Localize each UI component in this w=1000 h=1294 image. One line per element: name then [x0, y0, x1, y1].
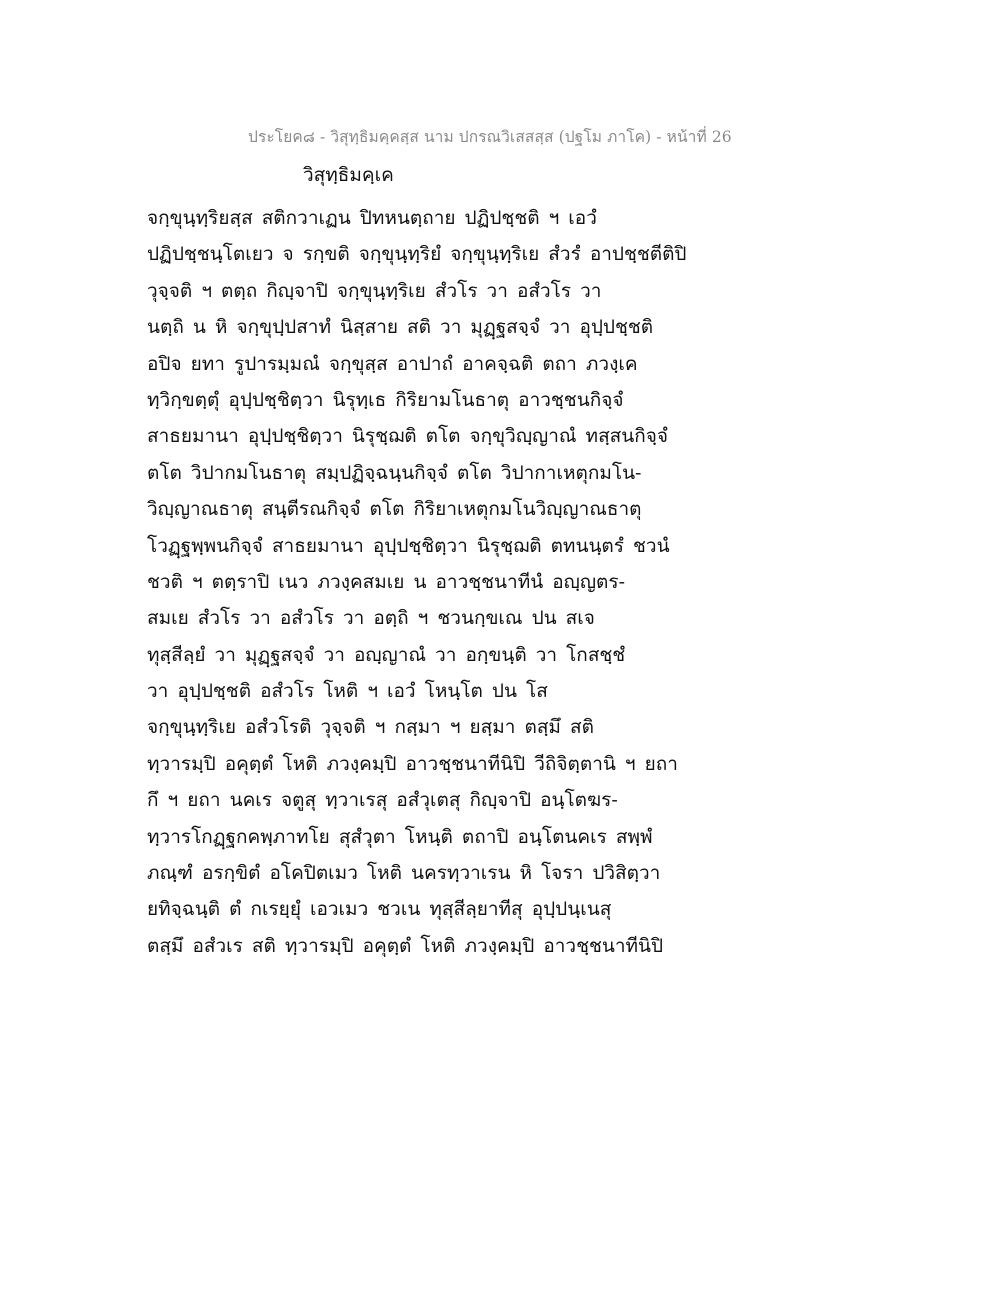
text-line: ชวติ ฯ ตตฺราปิ เนว ภวงฺคสมเย น อาวชฺชนาทีนํ อญฺญตร-: [147, 570, 625, 593]
text-line: นตฺถิ น หิ จกฺขุปฺปสาทํ นิสฺสาย สติ วา มุฏฺฐสจฺจํ วา อุปฺปชฺชติ: [147, 316, 654, 339]
text-line: ทุสฺสีลฺยํ วา มุฏฺฐสจฺจํ วา อญฺญาณํ วา อกฺขนฺติ วา โกสชฺชํ: [147, 643, 626, 666]
text-line: ปฏิปชฺชนฺโตเยว จ รกฺขติ จกฺขุนฺทฺริยํ จกฺขุนฺทฺริเย สํวรํ อาปชฺชตีติปิ: [147, 243, 687, 266]
text-line: จกฺขุนฺทฺริเย อสํวโรติ วุจฺจติ ฯ กสฺมา ฯ ยสฺมา ตสฺมึ สติ: [147, 716, 594, 739]
text-line: สมเย สํวโร วา อสํวโร วา อตฺถิ ฯ ชวนกฺขเณ ปน สเจ: [147, 607, 595, 630]
text-line: สาธยมานา อุปฺปชฺชิตฺวา นิรุชฺฌติ ตโต จกฺขุวิญฺญาณํ ทสฺสนกิจฺจํ: [147, 425, 669, 448]
running-header: ประโยค๘ - วิสุทฺธิมคฺคสฺส นาม ปกรณวิเสสสฺส (ปฐโม ภาโค) - หน้าที่ 26: [248, 128, 732, 146]
text-line: วิญฺญาณธาตุ สนฺตีรณกิจฺจํ ตโต กิริยาเหตุกมโนวิญฺญาณธาตุ: [147, 498, 642, 521]
text-line: ตโต วิปากมโนธาตุ สมฺปฏิจฺฉนฺนกิจฺจํ ตโต วิปากาเหตุกมโน-: [147, 461, 642, 484]
text-line: ทฺวิกฺขตฺตุํ อุปฺปชฺชิตฺวา นิรุทฺเธ กิริยามโนธาตุ อาวชฺชนกิจฺจํ: [147, 388, 624, 411]
text-line: กึ ฯ ยถา นคเร จตูสุ ทฺวาเรสุ อสํวุเตสุ กิญฺจาปิ อนฺโตฆร-: [147, 789, 618, 812]
text-line: ยทิจฺฉนฺติ ตํ กเรยฺยุํ เอวเมว ชวเน ทุสฺสีลฺยาทีสุ อุปฺปนฺเนสุ: [147, 898, 612, 921]
text-line: โวฏฺฐพฺพนกิจฺจํ สาธยมานา อุปฺปชฺชิตฺวา นิรุชฺฌติ ตทนนฺตรํ ชวนํ: [147, 534, 670, 557]
text-line: ภณฺฑํ อรกฺขิตํ อโคปิตเมว โหติ นครทฺวาเรน หิ โจรา ปวิสิตฺวา: [147, 862, 661, 885]
text-line: อปิจ ยทา รูปารมฺมณํ จกฺขุสฺส อาปาถํ อาคจฺฉติ ตถา ภวงฺเค: [147, 352, 638, 375]
text-line: ทฺวารมฺปิ อคุตฺตํ โหติ ภวงฺคมฺปิ อาวชฺชนาทีนิปิ วีถิจิตฺตานิ ฯ ยถา: [147, 752, 678, 775]
text-line: ตสฺมึ อสํวเร สติ ทฺวารมฺปิ อคุตฺตํ โหติ ภวงฺคมฺปิ อาวชฺชนาทีนิปิ: [147, 934, 664, 957]
section-title: วิสุทฺธิมคฺเค: [303, 164, 394, 186]
text-line: จกฺขุนฺทฺริยสฺส สติกวาเฏน ปิทหนตฺถาย ปฏิปชฺชติ ฯ เอวํ: [147, 207, 597, 229]
text-line: ทฺวารโกฏฺฐกคพฺภาทโย สุสํวุตา โหนฺติ ตถาปิ อนฺโตนคเร สพฺพํ: [147, 825, 653, 848]
body-text: [147, 200, 747, 964]
text-line: วุจฺจติ ฯ ตตฺถ กิญฺจาปิ จกฺขุนฺทฺริเย สํวโร วา อสํวโร วา: [147, 279, 602, 302]
text-line: วา อุปฺปชฺชติ อสํวโร โหติ ฯ เอวํ โหนฺโต ปน โส: [147, 680, 548, 703]
